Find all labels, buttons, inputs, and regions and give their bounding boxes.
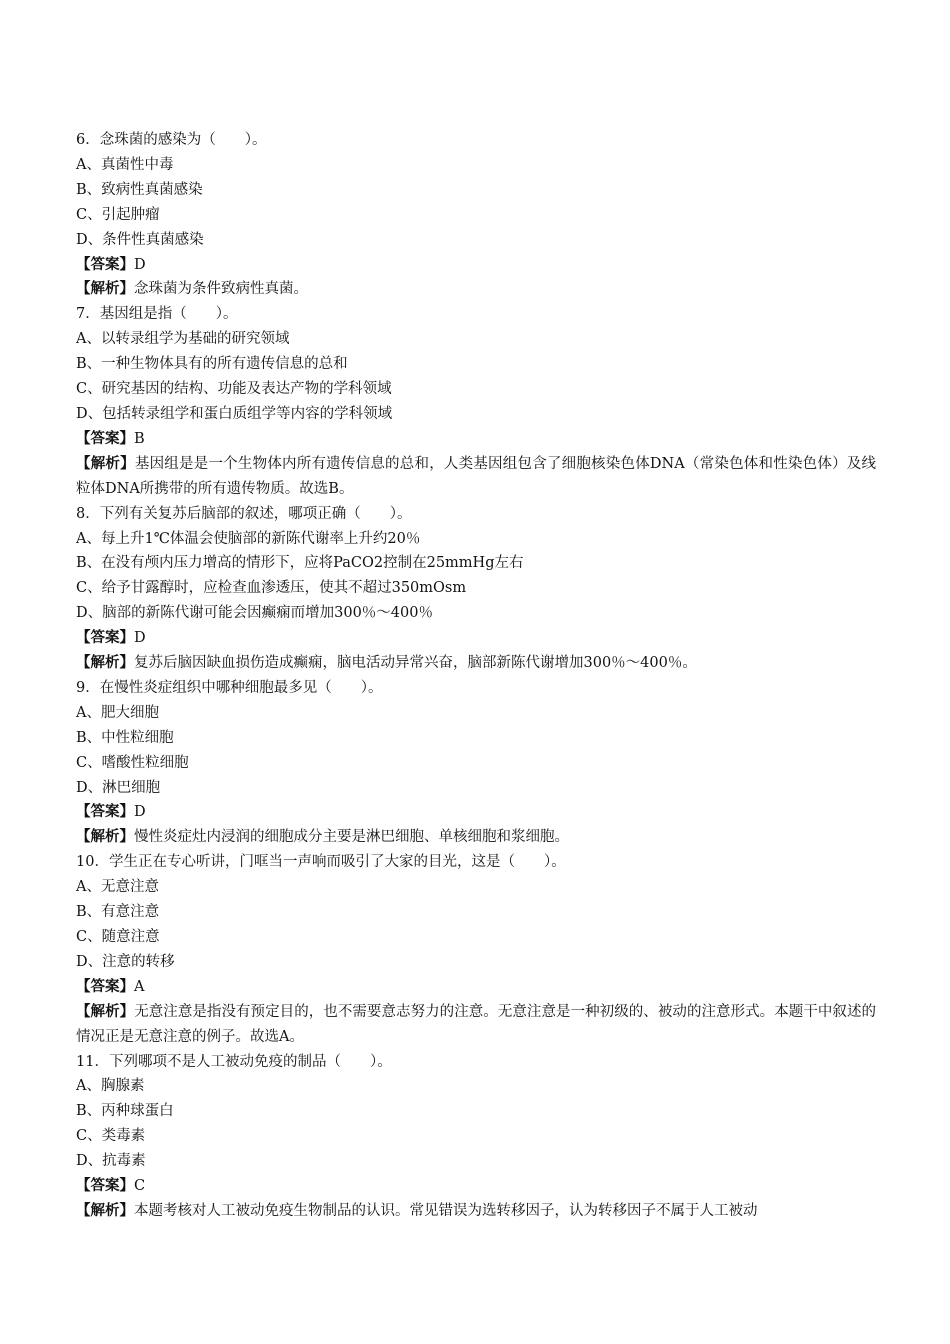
analysis-tag: 【解析】	[76, 1201, 134, 1219]
question-8	[76, 502, 876, 676]
analysis-line	[76, 277, 876, 302]
answer-tag: 【答案】	[76, 629, 134, 647]
option-b: B、中性粒细胞	[76, 729, 174, 746]
analysis-tag: 【解析】	[76, 454, 135, 472]
analysis-text: 基因组是是一个生物体内所有遗传信息的总和，人类基因组包含了细胞核染色体DNA（常染色体和性染色体）及线粒体DNA所携带的所有遗传物质。故选B。	[76, 455, 877, 497]
analysis-tag: 【解析】	[76, 1002, 135, 1020]
option-d: D、脑部的新陈代谢可能会因癫痫而增加300％～400％	[76, 605, 433, 622]
question-7	[76, 302, 876, 501]
answer-line	[76, 253, 876, 278]
question-stem: 10．学生正在专心听讲，门哐当一声响而吸引了大家的目光，这是（ ）。	[76, 854, 566, 871]
question-stem: 8．下列有关复苏后脑部的叙述，哪项正确（ ）。	[76, 505, 412, 522]
document-page	[76, 128, 876, 1224]
option-a: A、以转录组学为基础的研究领域	[76, 331, 290, 348]
analysis-line	[76, 651, 876, 676]
analysis-line	[76, 825, 876, 850]
option-d: D、注意的转移	[76, 953, 175, 970]
option-c: C、随意注意	[76, 929, 160, 945]
analysis-line	[76, 452, 876, 502]
analysis-tag: 【解析】	[76, 280, 134, 298]
option-d: D、抗毒素	[76, 1153, 146, 1170]
option-a: A、无意注意	[76, 879, 159, 896]
analysis-tag: 【解析】	[76, 828, 134, 846]
option-b: B、致病性真菌感染	[76, 181, 203, 198]
option-d: D、包括转录组学和蛋白质组学等内容的学科领域	[76, 405, 393, 422]
option-b: B、有意注意	[76, 904, 160, 921]
question-stem: 11．下列哪项不是人工被动免疫的制品（ ）。	[76, 1053, 392, 1070]
option-d: D、淋巴细胞	[76, 779, 161, 796]
answer-tag: 【答案】	[76, 803, 134, 821]
question-stem: 7．基因组是指（ ）。	[76, 306, 238, 323]
option-a: A、真菌性中毒	[76, 156, 174, 173]
option-c: C、嗜酸性粒细胞	[76, 754, 189, 771]
analysis-line	[76, 1000, 876, 1050]
option-b: B、丙种球蛋白	[76, 1103, 174, 1120]
option-d: D、条件性真菌感染	[76, 231, 204, 248]
answer-value: B	[134, 430, 145, 447]
option-a: A、胸腺素	[76, 1078, 145, 1095]
answer-value: A	[134, 978, 145, 995]
question-stem: 9．在慢性炎症组织中哪种细胞最多见（ ）。	[76, 679, 383, 696]
analysis-line	[76, 1199, 876, 1224]
answer-tag: 【答案】	[76, 255, 134, 273]
analysis-text: 无意注意是指没有预定目的，也不需要意志努力的注意。无意注意是一种初级的、被动的注意形式。本题干中叙述的情况正是无意注意的例子。故选A。	[76, 1003, 876, 1045]
answer-line	[76, 626, 876, 651]
answer-line	[76, 427, 876, 452]
answer-value: C	[134, 1178, 146, 1195]
analysis-text: 复苏后脑因缺血损伤造成癫痫，脑电活动异常兴奋，脑部新陈代谢增加300％～400％。	[134, 655, 697, 672]
answer-value: D	[134, 630, 146, 647]
question-6	[76, 128, 876, 302]
answer-tag: 【答案】	[76, 429, 134, 447]
question-11	[76, 1050, 876, 1224]
answer-line	[76, 975, 876, 1000]
analysis-text: 本题考核对人工被动免疫生物制品的认识。常见错误为选转移因子，认为转移因子不属于人工被动	[134, 1202, 758, 1219]
option-a: A、每上升1℃体温会使脑部的新陈代谢率上升约20％	[76, 530, 421, 547]
option-a: A、肥大细胞	[76, 704, 159, 721]
option-c: C、给予甘露醇时，应检查血渗透压，使其不超过350mOsm	[76, 580, 467, 597]
answer-tag: 【答案】	[76, 977, 134, 995]
analysis-text: 慢性炎症灶内浸润的细胞成分主要是淋巴细胞、单核细胞和浆细胞。	[134, 829, 569, 846]
answer-tag: 【答案】	[76, 1177, 134, 1195]
answer-line	[76, 1174, 876, 1199]
answer-value: D	[134, 256, 146, 273]
question-10	[76, 850, 876, 1049]
analysis-text: 念珠菌为条件致病性真菌。	[134, 281, 308, 298]
answer-value: D	[134, 804, 146, 821]
option-b: B、在没有颅内压力增高的情形下，应将PaCO2控制在25mmHg左右	[76, 555, 524, 572]
question-stem: 6．念珠菌的感染为（ ）。	[76, 132, 267, 148]
answer-line	[76, 800, 876, 825]
option-c: C、研究基因的结构、功能及表达产物的学科领域	[76, 381, 392, 398]
analysis-tag: 【解析】	[76, 654, 134, 672]
option-c: C、类毒素	[76, 1128, 146, 1145]
question-9	[76, 676, 876, 850]
option-c: C、引起肿瘤	[76, 206, 160, 223]
option-b: B、一种生物体具有的所有遗传信息的总和	[76, 356, 348, 373]
